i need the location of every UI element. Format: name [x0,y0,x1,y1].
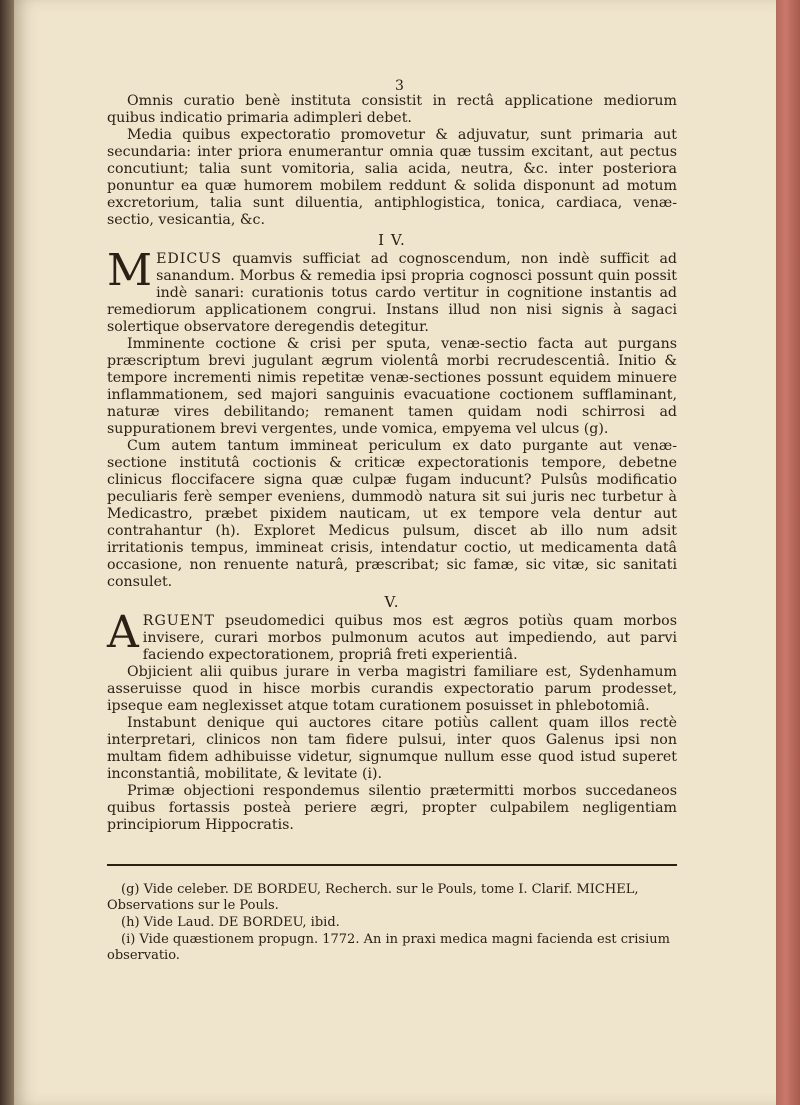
paragraph-3 [107,245,677,336]
paragraph-4: Imminente coctione & crisi per sputa, venæ-sectio facta aut purgans præscriptum brevi jugulant ægrum violentâ morbi recrudescentiâ. Initio & tempore incrementi nimis repetitæ venæ-sectiones possunt equidem minuere inflammationem, sed majori sanguinis evacuatione coctionem sufflaminant, naturæ vires debilitando; remanent tamen quidam nodi schirrosi ad suppurationem brevi vergentes, unde vomica, empyema vel ulcus (g). [107,336,677,437]
page-number: 3 [395,78,404,94]
footnote-i: (i) Vide quæstionem propugn. 1772. An in praxi medica magni facienda est crisium observatio. [107,932,670,963]
section-iv-heading: I V. [378,231,406,249]
paragraph-2: Media quibus expectoratio promovetur & adjuvatur, sunt primaria aut secundaria: inter priora enumerantur omnia quæ tussim excitant, aut pectus concutiunt; talia sunt vomitoria, salia acida, neutra, &c. inter posteriora ponuntur ea quæ humorem mobilem reddunt & solida disponunt ad motum excretorium, talia sunt diluentia, antiphlogistica, tonica, cardiaca, venæ-sectio, vesicantia, &c. [107,127,677,228]
main-text [107,93,677,834]
first-word-medicus: EDICUS [156,251,222,267]
paragraph-6-text: pseudomedici quibus mos est ægros potiùs quam morbos invisere, curari morbos pulmonum acutos aut impediendo, aut parvi faciendo expectorationem, propriâ freti experientiâ. [142,613,677,663]
paragraph-9: Primæ objectioni respondemus silentio prætermitti morbos succedaneos quibus fortassis posteà periere ægri, propter culpabilem negligentiam principiorum Hippocratis. [107,783,677,833]
dropcap-a: A [107,607,139,658]
first-word-arguent: RGUENT [142,613,215,629]
paragraph-6 [107,607,677,664]
dropcap-m: M [107,245,153,296]
section-v-heading: V. [384,593,400,611]
paragraph-5: Cum autem tantum immineat periculum ex dato purgante aut venæ-sectione institutâ coctionis & criticæ expectorationis tempore, debetne clinicus floccifacere signa quæ culpæ fugam inducunt? Pulsûs modificatio peculiaris ferè semper eveniens, dummodò natura sit sui juris nec turbetur à Medicastro, præbet pixidem nauticam, ut ex tempore vela dentur aut contrahantur (h). Exploret Medicus pulsum, discet ab illo num adsit irritationis tempus, immineat crisis, intendatur coctio, ut medicamenta datâ occasione, non renuente naturâ, præscribat; sic famæ, sic vitæ, sic sanitati consulet. [107,438,677,590]
paragraph-7: Objicient alii quibus jurare in verba magistri familiare est, Sydenhamum asseruisse quod in hisce morbis curandis expectoratio parum prodesset, ipseque eam neglexisset atque totam curationem posuisset in phlebotomiâ. [107,664,677,714]
footnote-rule [107,864,677,866]
footnote-h: (h) Vide Laud. DE BORDEU, ibid. [121,915,340,930]
paragraph-8: Instabunt denique qui auctores citare potiùs callent quam illos rectè interpretari, clinicos non tam fidere pulsui, inter quos Galenus ipsi non multam fidem adhibuisse videtur, signumque nullum esse quod istud superet inconstantiâ, mobilitate, & levitate (i). [107,715,677,782]
binding-edge [0,0,14,1105]
red-page-edge [776,0,800,1105]
paragraph-1: Omnis curatio benè instituta consistit in rectâ applicatione mediorum quibus indicatio primaria adimpleri debet. [107,93,677,126]
footnotes [107,882,677,965]
paragraph-3-text: quamvis sufficiat ad cognoscendum, non indè sufficit ad sanandum. Morbus & remedia ipsi propria cognosci possunt quin possit indè sanari: curationis totus cardo vertitur in cognitione instantis ad remediorum applicationem congrui. Instans illud non nisi signis à sagaci solertique observatore deregendis detegitur. [107,251,677,335]
footnote-g: (g) Vide celeber. DE BORDEU, Recherch. sur le Pouls, tome I. Clarif. MICHEL, Observations sur le Pouls. [107,882,639,913]
